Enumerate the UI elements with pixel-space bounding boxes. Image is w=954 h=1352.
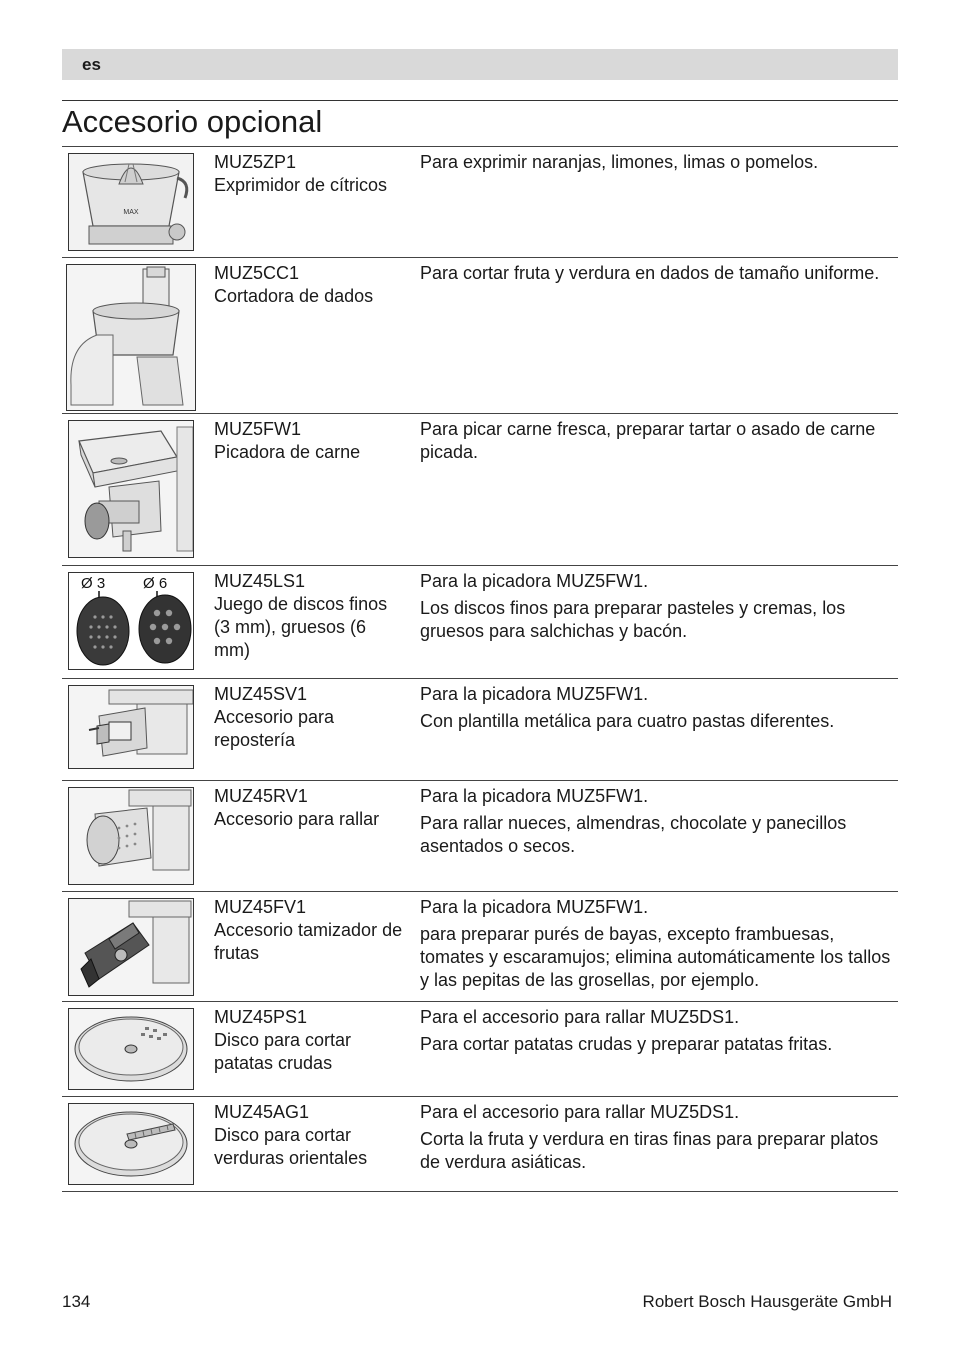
- language-label: es: [82, 55, 101, 74]
- accessory-description: [420, 1006, 900, 1060]
- description-line: Corta la fruta y verdura en tiras finas para preparar platos de verdura asiáticas.: [420, 1129, 879, 1172]
- accessory-name: Picadora de carne: [214, 442, 361, 462]
- grater-attachment-image: [68, 787, 194, 885]
- language-bar: [62, 49, 898, 80]
- accessory-row: [62, 678, 898, 780]
- accessory-table: [62, 146, 898, 1192]
- description-line: Con plantilla metálica para cuatro pastas diferentes.: [420, 711, 835, 731]
- fine-disc-label: Ø 3: [81, 575, 106, 592]
- description-line: Para la picadora MUZ5FW1.: [420, 786, 649, 806]
- accessory-name-cell: [214, 785, 404, 831]
- accessory-name-cell: [214, 1006, 404, 1075]
- description-line: Para el accesorio para rallar MUZ5DS1.: [420, 1102, 740, 1122]
- accessory-name-cell: [214, 896, 404, 965]
- accessory-description: [420, 262, 900, 289]
- title-divider: [62, 100, 898, 101]
- accessory-name: Juego de discos finos (3 mm), gruesos (6 mm): [214, 594, 388, 660]
- description-line: Para el accesorio para rallar MUZ5DS1.: [420, 1007, 740, 1027]
- accessory-code: MUZ5FW1: [214, 419, 301, 439]
- accessory-code: MUZ45RV1: [214, 786, 308, 806]
- accessory-row: [62, 780, 898, 891]
- accessory-code: MUZ45LS1: [214, 571, 306, 591]
- dicer-image: [66, 264, 196, 411]
- company-name: Robert Bosch Hausgeräte GmbH: [642, 1292, 892, 1311]
- accessory-name-cell: [214, 418, 404, 464]
- accessory-row: [62, 146, 898, 257]
- accessory-description: [420, 570, 900, 647]
- accessory-description: [420, 683, 900, 737]
- coarse-disc-label: Ø 6: [143, 575, 168, 592]
- description-line: para preparar purés de bayas, excepto frambuesas, tomates y escaramujos; elimina automáticamente los tallos y las pepitas de las grosellas, por ejemplo.: [420, 924, 891, 990]
- accessory-name: Accesorio tamizador de frutas: [214, 920, 403, 963]
- accessory-name-cell: [214, 151, 404, 197]
- accessory-code: MUZ5CC1: [214, 263, 300, 283]
- description-line: Para cortar patatas crudas y preparar patatas fritas.: [420, 1034, 833, 1054]
- accessory-code: MUZ5ZP1: [214, 152, 297, 172]
- description-line: Para rallar nueces, almendras, chocolate y panecillos asentados o secos.: [420, 813, 847, 856]
- accessory-description: [420, 785, 900, 862]
- meat-mincer-image: [68, 420, 194, 558]
- accessory-code: MUZ45PS1: [214, 1007, 308, 1027]
- accessory-code: MUZ45AG1: [214, 1102, 310, 1122]
- accessory-row: [62, 413, 898, 565]
- description-line: Para la picadora MUZ5FW1.: [420, 897, 649, 917]
- page-number: 134: [62, 1292, 91, 1311]
- description-line: Para la picadora MUZ5FW1.: [420, 684, 649, 704]
- accessory-name-cell: [214, 262, 404, 308]
- description-line: Para picar carne fresca, preparar tartar o asado de carne picada.: [420, 419, 876, 462]
- description-line: Para exprimir naranjas, limones, limas o pomelos.: [420, 152, 819, 172]
- accessory-description: [420, 151, 900, 178]
- accessory-name: Disco para cortar verduras orientales: [214, 1125, 368, 1168]
- mincer-discs-image: [68, 572, 194, 670]
- potato-disc-image: [68, 1008, 194, 1090]
- accessory-name: Accesorio para rallar: [214, 809, 380, 829]
- accessory-name: Exprimidor de cítricos: [214, 175, 388, 195]
- accessory-description: [420, 896, 900, 996]
- accessory-row: [62, 257, 898, 413]
- max-mark: MAX: [123, 209, 139, 216]
- accessory-code: MUZ45SV1: [214, 684, 308, 704]
- accessory-name: Accesorio para repostería: [214, 707, 335, 750]
- accessory-row: [62, 565, 898, 678]
- julienne-disc-image: [68, 1103, 194, 1185]
- accessory-description: [420, 1101, 900, 1178]
- description-line: Para cortar fruta y verdura en dados de tamaño uniforme.: [420, 263, 880, 283]
- description-line: Para la picadora MUZ5FW1.: [420, 571, 649, 591]
- accessory-name: Cortadora de dados: [214, 286, 374, 306]
- fruit-press-image: [68, 898, 194, 996]
- accessory-code: MUZ45FV1: [214, 897, 307, 917]
- accessory-name-cell: [214, 1101, 404, 1170]
- accessory-row: [62, 891, 898, 1001]
- accessory-name: Disco para cortar patatas crudas: [214, 1030, 352, 1073]
- citrus-press-image: [68, 153, 194, 251]
- accessory-row: [62, 1001, 898, 1096]
- page-title: Accesorio opcional: [62, 104, 323, 139]
- accessory-row: [62, 1096, 898, 1192]
- pastry-attachment-image: [68, 685, 194, 769]
- accessory-description: [420, 418, 900, 468]
- accessory-name-cell: [214, 683, 404, 752]
- description-line: Los discos finos para preparar pasteles y cremas, los gruesos para salchichas y bacón.: [420, 598, 846, 641]
- accessory-name-cell: [214, 570, 404, 662]
